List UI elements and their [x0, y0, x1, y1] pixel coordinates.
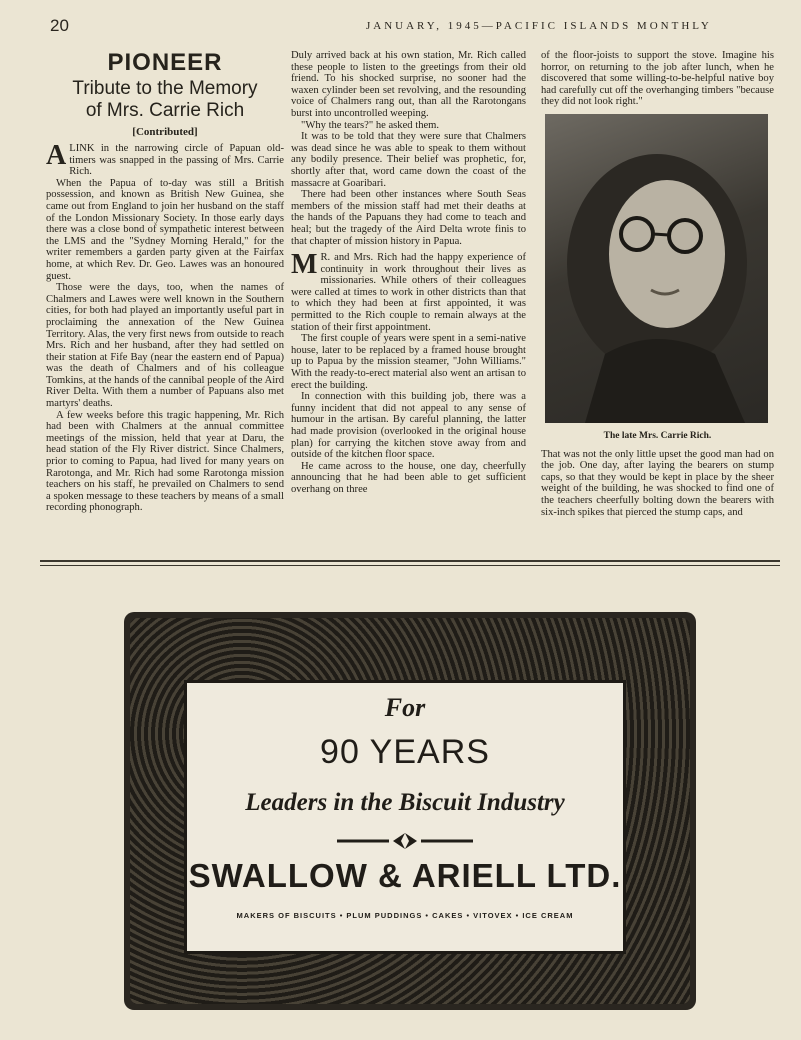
drop-cap: M [291, 249, 318, 281]
subhead-line-1: Tribute to the Memory [72, 78, 258, 99]
paragraph: A few weeks before this tragic happening, Mr. Rich had been with Chalmers at the annual committee meetings of the mission, held that year at Daru, the head station of the Fly River district. Since Chalmers, prior to coming to Papua, had lived for many years on Rarotonga, and Mr. Rich had some Rarotonga mission teachers on his staff, he prevailed on Chalmers to send a spoken message to these teachers by means of a small recording phonograph. [46, 409, 284, 514]
paragraph: Those were the days, too, when the names of Chalmers and Lawes were well known in the Southern cities, for both had played an importantly useful part in proclaiming the annexation of the New Guinea Territory. Alas, the very first news from outside to reach Mrs. Rich and her husband, after they had settled on their station at Fife Bay (near the eastern end of Papua) was the death of Chalmers and of his colleague Tomkins, at the hands of the cannibal people of the Aird River Delta. With them a number of Papuans also met martyrs' deaths. [46, 282, 284, 410]
paragraph: There had been other instances where South Seas members of the mission staff had met their deaths at the hands of the Papuans they had come to teach and heal; but the tragedy of the Aird Delta wrote finis to that chapter of mission history in Papua. [291, 189, 526, 247]
ad-years: 90 YEARS [320, 733, 490, 771]
paragraph [46, 140, 284, 178]
paragraph: It was to be told that they were sure that Chalmers was dead since he was able to speak to them without any bodily presence. Their belief was prophetic, for, shortly after that, word came down the coast of the massacre at Goaribari. [291, 131, 526, 189]
page-number: 20 [50, 16, 69, 35]
subhead-line-2: of Mrs. Carrie Rich [85, 100, 245, 121]
drop-cap: A [46, 140, 67, 171]
paragraph [291, 249, 526, 333]
article-column-3 [541, 50, 774, 518]
running-head: JANUARY, 1945—PACIFIC ISLANDS MONTHLY [366, 20, 712, 32]
paragraph: In connection with this building job, there was a funny incident that did not appeal to any sense of humour in the artisan. By careful planning, the latter had made provision (overlooked in the original house plan) for carrying the kitchen stove away from and outside of the kitchen floor space. [291, 391, 526, 461]
paragraph: When the Papua of to-day was still a British possession, and known as British New Guinea, she came out from England to join her husband on the staff of the London Missionary Society. In those early days there was a close bond of sympathetic interest between the LMS and the "Sydney Morning Herald," for the writer remembers a garden party given at the Fairfax home, at which Rev. Dr. Geo. Lawes was an honoured guest. [46, 177, 284, 282]
paragraph-text: R. and Mrs. Rich had the happy experience of continuity in work throughout their lives as missionaries. While others of their colleagues were called at times to work in other districts than that to which they had been at first appointed, it was permitted to the Rich couple to remain always at the station of their first appointment. [291, 252, 526, 333]
headline: PIONEER [107, 49, 223, 76]
article-column-2 [291, 50, 526, 496]
paragraph: of the floor-joists to support the stove. Imagine his horror, on returning to the job after lunch, when he discovered that some willing-to-be-helpful native boy had carefully cut off the overhanging timbers "because they did not look right." [541, 50, 774, 108]
portrait-illustration [545, 114, 768, 423]
ad-script-for: For [384, 693, 426, 722]
paragraph: He came across to the house, one day, cheerfully announcing that he had been able to get sufficient overhang on three [291, 460, 526, 495]
paragraph: Duly arrived back at his own station, Mr. Rich called these people to listen to the greetings from their old friend. To his shocked surprise, no sooner had the waxen cylinder been set revolving, and the resounding voice of Chalmers rang out, than all the Rarotongans burst into uncontrolled weeping. [291, 50, 526, 119]
ad-company-name: SWALLOW & ARIELL LTD. [188, 857, 622, 894]
photo-caption: The late Mrs. Carrie Rich. [603, 430, 712, 441]
paragraph: "Why the tears?" he asked them. [301, 119, 440, 131]
paragraph: That was not the only little upset the good man had on the job. One day, after laying the bearers on stump caps, so that they would be kept in place by the sheer weight of the building, he was shocked to find one of the teachers cheerfully bolting down the bearers with six-inch spikes that pierced the stump caps, and [541, 448, 774, 518]
contributed-credit: [Contributed] [132, 126, 198, 138]
paragraph: The first couple of years were spent in a semi-native house, later to be replaced by a framed house brought up to Papua by the mission steamer, "John Williams." With the ready-to-erect material also went an artisan to erect the building. [291, 333, 526, 391]
divider-rule [40, 560, 780, 562]
portrait-photo [545, 114, 768, 423]
article-column-1 [46, 50, 284, 514]
swash-ornament [337, 833, 473, 849]
ad-tagline: Leaders in the Biscuit Industry [245, 789, 565, 816]
advertisement-panel [184, 680, 626, 954]
ad-products-line: MAKERS OF BISCUITS • PLUM PUDDINGS • CAKES • VITOVEX • ICE CREAM [236, 911, 574, 920]
advertisement [124, 612, 696, 1010]
divider-rule [40, 565, 780, 566]
paragraph-text: LINK in the narrowing circle of Papuan old-timers was snapped in the passing of Mrs. Carrie Rich. [69, 143, 284, 178]
